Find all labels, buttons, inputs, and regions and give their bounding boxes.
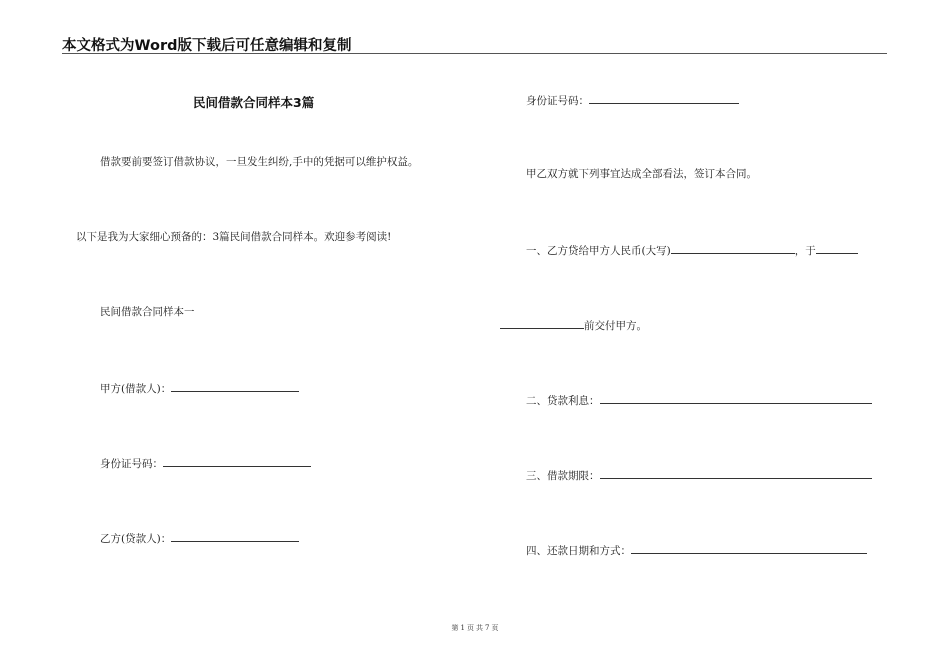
right-id-number-label: 身份证号码： (526, 95, 589, 107)
clause-1-amount-blank (671, 242, 795, 254)
document-header-title: 本文格式为Word版下载后可任意编辑和复制 (62, 38, 352, 54)
footer-suffix: 页 (491, 624, 499, 632)
clause-3-row (526, 467, 872, 483)
party-a-label: 甲方(借款人)： (100, 383, 172, 395)
clause-1-mid: ，于 (794, 245, 816, 257)
party-b-label: 乙方(贷款人)： (100, 533, 172, 545)
clause-2-blank (600, 392, 872, 404)
intro-paragraph-2: 以下是我为大家细心预备的：3篇民间借款合同样本。欢迎参考阅读! (76, 231, 392, 243)
clause-1-cont-blank (500, 317, 584, 329)
footer-page-word: 页 (467, 624, 474, 632)
clause-1-row (526, 242, 858, 258)
left-id-number-label: 身份证号码： (100, 458, 163, 470)
left-id-number-blank (163, 455, 311, 467)
agreement-statement: 甲乙双方就下列事宜达成全部看法，签订本合同。 (526, 168, 757, 180)
clause-1-date-blank (816, 242, 858, 254)
right-id-number-row (526, 92, 739, 108)
clause-1-continuation (500, 317, 647, 333)
clause-1-label: 一、乙方贷给甲方人民币(大写) (526, 245, 671, 257)
page-footer (0, 623, 950, 633)
clause-4-row (526, 542, 867, 558)
document-title: 民间借款合同样本3篇 (193, 95, 315, 110)
clause-2-row (526, 392, 872, 408)
header-divider (62, 53, 887, 54)
party-b-row (100, 530, 299, 546)
party-a-row (100, 380, 299, 396)
clause-3-blank (600, 467, 872, 479)
intro-paragraph-1: 借款要前要签订借款协议，一旦发生纠纷,手中的凭据可以维护权益。 (100, 156, 419, 168)
footer-page-number: 1 (460, 624, 465, 632)
footer-prefix: 第 (451, 624, 459, 632)
clause-1-cont-text: 前交付甲方。 (584, 320, 647, 332)
left-id-number-row (100, 455, 311, 471)
sample-heading: 民间借款合同样本一 (100, 306, 195, 318)
party-b-blank (171, 530, 299, 542)
clause-4-blank (631, 542, 867, 554)
clause-3-label: 三、借款期限： (526, 470, 600, 482)
clause-2-label: 二、贷款利息： (526, 395, 600, 407)
party-a-blank (171, 380, 299, 392)
clause-4-label: 四、还款日期和方式： (526, 545, 631, 557)
right-id-number-blank (589, 92, 739, 104)
footer-total-word: 共 (476, 624, 483, 632)
footer-total-pages: 7 (485, 624, 490, 632)
